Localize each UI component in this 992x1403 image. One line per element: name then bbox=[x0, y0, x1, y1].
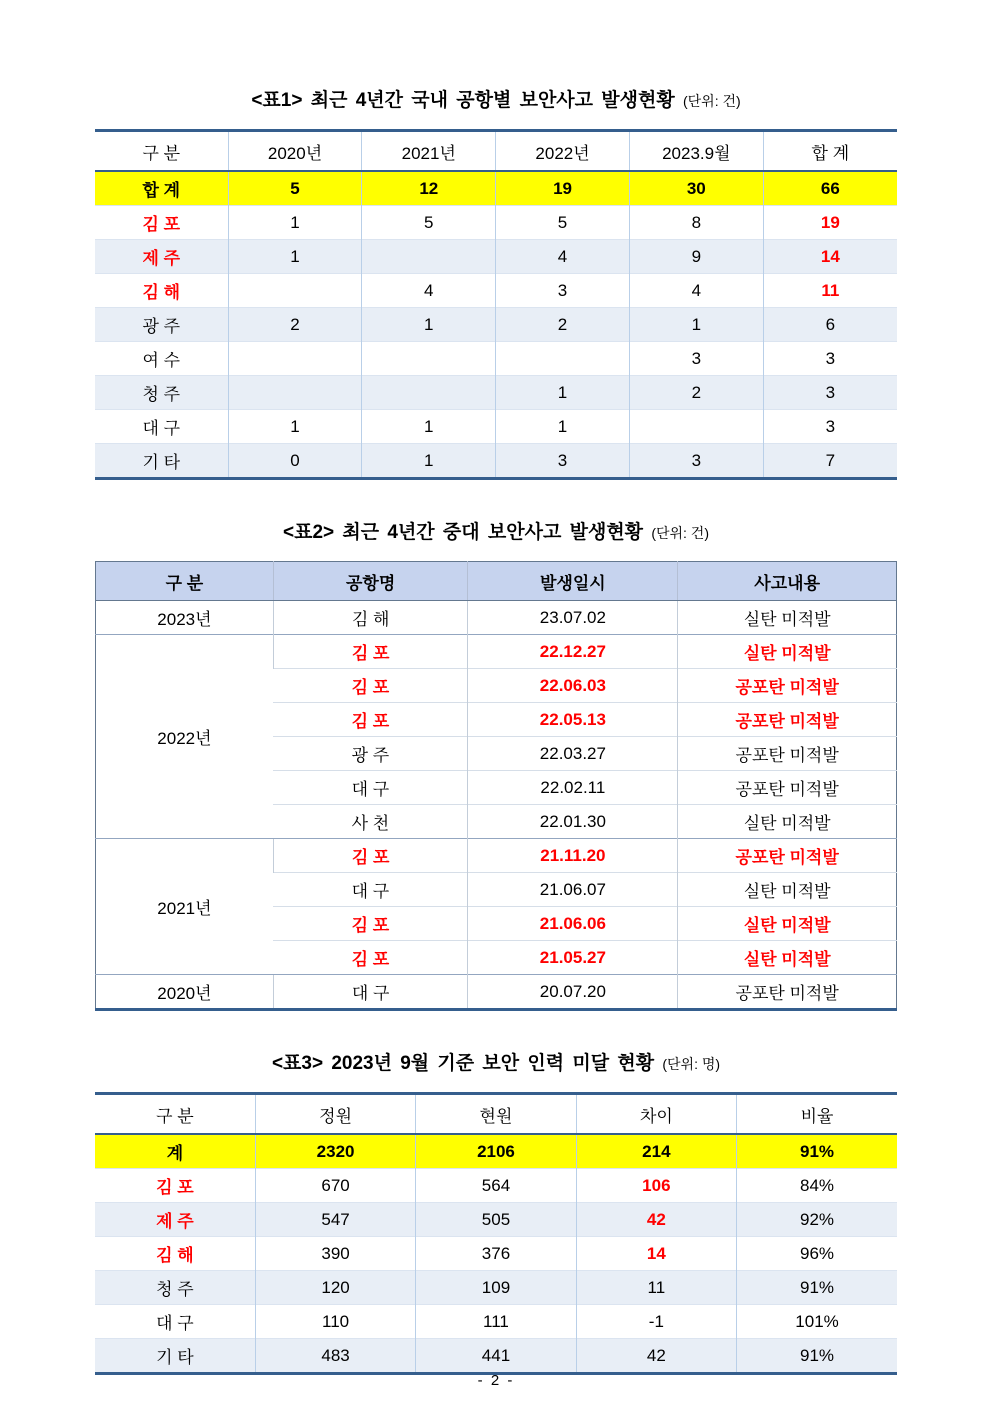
table2-title-text: <표2> 최근 4년간 중대 보안사고 발생현황 bbox=[283, 522, 644, 543]
description-cell: 실탄 미적발 bbox=[678, 601, 897, 635]
column-header: 구 분 bbox=[95, 131, 228, 172]
row-label-cell: 계 bbox=[166, 1144, 184, 1163]
table1-section bbox=[95, 0, 897, 480]
table2-title bbox=[95, 480, 897, 546]
value-cell: 66 bbox=[763, 171, 897, 206]
row-label-cell: 제 주 bbox=[95, 240, 228, 274]
table-row bbox=[95, 1271, 897, 1305]
value-cell bbox=[362, 342, 496, 376]
value-cell bbox=[228, 376, 362, 410]
value-cell: 1 bbox=[362, 444, 496, 479]
row-label-cell: 청 주 bbox=[95, 376, 228, 410]
table-row bbox=[95, 1339, 897, 1374]
row-label-cell: 김 해 bbox=[95, 1237, 255, 1271]
date-cell: 22.06.03 bbox=[468, 669, 678, 703]
date-cell: 21.11.20 bbox=[468, 839, 678, 873]
description-cell: 공포탄 미적발 bbox=[678, 839, 897, 873]
column-header: 2021년 bbox=[362, 131, 496, 172]
table3-title-text: <표3> 2023년 9월 기준 보안 인력 미달 현황 bbox=[271, 1053, 655, 1074]
value-cell: 106 bbox=[576, 1169, 736, 1203]
value-cell: 92% bbox=[737, 1203, 897, 1237]
table2-major-incidents bbox=[95, 561, 897, 1011]
date-cell: 21.06.07 bbox=[468, 873, 678, 907]
header-row bbox=[95, 131, 897, 172]
value-cell: 5 bbox=[496, 206, 630, 240]
value-cell: 30 bbox=[629, 171, 763, 206]
value-cell: 42 bbox=[576, 1203, 736, 1237]
table-row bbox=[95, 1203, 897, 1237]
date-cell: 22.02.11 bbox=[468, 771, 678, 805]
row-label-cell: 대 구 bbox=[95, 1305, 255, 1339]
date-cell: 22.03.27 bbox=[468, 737, 678, 771]
table-row bbox=[95, 342, 897, 376]
value-cell: 1 bbox=[496, 410, 630, 444]
value-cell: 96% bbox=[737, 1237, 897, 1271]
year-cell: 2022년 bbox=[96, 635, 274, 839]
value-cell bbox=[362, 240, 496, 274]
value-cell: 214 bbox=[576, 1134, 736, 1169]
date-cell: 22.05.13 bbox=[468, 703, 678, 737]
table3-staffing-shortage bbox=[95, 1092, 897, 1375]
value-cell: 91% bbox=[737, 1134, 897, 1169]
table-row bbox=[95, 1305, 897, 1339]
value-cell: 4 bbox=[496, 240, 630, 274]
date-cell: 22.12.27 bbox=[468, 635, 678, 669]
value-cell: 84% bbox=[737, 1169, 897, 1203]
value-cell bbox=[629, 410, 763, 444]
row-label-cell: 김 포 bbox=[95, 1169, 255, 1203]
value-cell: 4 bbox=[362, 274, 496, 308]
value-cell: 12 bbox=[362, 171, 496, 206]
value-cell: 109 bbox=[416, 1271, 576, 1305]
table-row bbox=[96, 601, 897, 635]
row-label-cell: 제 주 bbox=[95, 1203, 255, 1237]
row-label-cell: 광 주 bbox=[95, 308, 228, 342]
value-cell: 19 bbox=[496, 171, 630, 206]
airport-cell: 김 포 bbox=[273, 941, 468, 975]
header-row bbox=[96, 562, 897, 601]
value-cell: 91% bbox=[737, 1271, 897, 1305]
airport-cell: 대 구 bbox=[273, 975, 468, 1010]
value-cell: 7 bbox=[763, 444, 897, 479]
description-cell: 실탄 미적발 bbox=[678, 873, 897, 907]
value-cell: 110 bbox=[255, 1305, 415, 1339]
value-cell: 3 bbox=[763, 342, 897, 376]
value-cell: 564 bbox=[416, 1169, 576, 1203]
table-row bbox=[95, 1169, 897, 1203]
year-cell: 2023년 bbox=[96, 601, 274, 635]
table-row bbox=[96, 975, 897, 1010]
year-cell: 2020년 bbox=[96, 975, 274, 1010]
value-cell: 547 bbox=[255, 1203, 415, 1237]
airport-cell: 김 포 bbox=[273, 635, 468, 669]
year-cell: 2021년 bbox=[96, 839, 274, 975]
value-cell: 3 bbox=[496, 444, 630, 479]
column-header: 비율 bbox=[737, 1094, 897, 1135]
row-label-cell: 기 타 bbox=[95, 1339, 255, 1374]
column-header: 사고내용 bbox=[678, 562, 897, 601]
value-cell: 3 bbox=[763, 410, 897, 444]
airport-cell: 김 포 bbox=[273, 839, 468, 873]
date-cell: 23.07.02 bbox=[468, 601, 678, 635]
column-header: 발생일시 bbox=[468, 562, 678, 601]
airport-cell: 김 해 bbox=[273, 601, 468, 635]
date-cell: 22.01.30 bbox=[468, 805, 678, 839]
table-row bbox=[95, 1237, 897, 1271]
value-cell: 11 bbox=[576, 1271, 736, 1305]
table3-header bbox=[95, 1094, 897, 1135]
value-cell: 5 bbox=[228, 171, 362, 206]
table-row bbox=[96, 635, 897, 669]
value-cell: 91% bbox=[737, 1339, 897, 1374]
table-row bbox=[95, 1134, 897, 1169]
value-cell: 42 bbox=[576, 1339, 736, 1374]
value-cell bbox=[228, 342, 362, 376]
column-header: 정원 bbox=[255, 1094, 415, 1135]
value-cell: 1 bbox=[228, 240, 362, 274]
table1-airport-incidents bbox=[95, 129, 897, 480]
row-label-cell: 대 구 bbox=[95, 410, 228, 444]
column-header: 2020년 bbox=[228, 131, 362, 172]
page-content bbox=[95, 0, 897, 1375]
airport-cell: 김 포 bbox=[273, 907, 468, 941]
page-number: - 2 - bbox=[477, 1372, 515, 1389]
table1-header bbox=[95, 131, 897, 172]
table1-unit-label: (단위: 건) bbox=[682, 93, 741, 109]
value-cell: 111 bbox=[416, 1305, 576, 1339]
value-cell: 19 bbox=[763, 206, 897, 240]
table2-section bbox=[95, 480, 897, 1011]
value-cell: 1 bbox=[362, 410, 496, 444]
value-cell: 2 bbox=[228, 308, 362, 342]
table2-header bbox=[96, 562, 897, 601]
column-header: 2023.9월 bbox=[629, 131, 763, 172]
description-cell: 공포탄 미적발 bbox=[678, 771, 897, 805]
description-cell: 실탄 미적발 bbox=[678, 805, 897, 839]
table3-section bbox=[95, 1011, 897, 1375]
value-cell: 2106 bbox=[416, 1134, 576, 1169]
table-row bbox=[95, 206, 897, 240]
value-cell: 101% bbox=[737, 1305, 897, 1339]
value-cell: 1 bbox=[629, 308, 763, 342]
value-cell: 1 bbox=[496, 376, 630, 410]
table-row bbox=[95, 308, 897, 342]
airport-cell: 대 구 bbox=[273, 771, 468, 805]
description-cell: 실탄 미적발 bbox=[678, 907, 897, 941]
table-row bbox=[95, 240, 897, 274]
value-cell: 670 bbox=[255, 1169, 415, 1203]
column-header: 현원 bbox=[416, 1094, 576, 1135]
value-cell: 14 bbox=[576, 1237, 736, 1271]
column-header: 공항명 bbox=[273, 562, 468, 601]
value-cell: 441 bbox=[416, 1339, 576, 1374]
value-cell: 14 bbox=[763, 240, 897, 274]
value-cell bbox=[362, 376, 496, 410]
value-cell: 2320 bbox=[255, 1134, 415, 1169]
column-header: 구 분 bbox=[95, 1094, 255, 1135]
date-cell: 21.06.06 bbox=[468, 907, 678, 941]
value-cell: 8 bbox=[629, 206, 763, 240]
table2-unit-label: (단위: 건) bbox=[651, 525, 709, 541]
value-cell: 505 bbox=[416, 1203, 576, 1237]
date-cell: 21.05.27 bbox=[468, 941, 678, 975]
value-cell: 3 bbox=[496, 274, 630, 308]
table2-body bbox=[96, 601, 897, 1010]
description-cell: 실탄 미적발 bbox=[678, 941, 897, 975]
table-row bbox=[95, 444, 897, 479]
date-cell: 20.07.20 bbox=[468, 975, 678, 1010]
table3-body bbox=[95, 1134, 897, 1374]
table-row bbox=[95, 274, 897, 308]
value-cell bbox=[496, 342, 630, 376]
column-header: 합 계 bbox=[763, 131, 897, 172]
table-row bbox=[95, 171, 897, 206]
table1-body bbox=[95, 171, 897, 479]
airport-cell: 김 포 bbox=[273, 703, 468, 737]
column-header: 2022년 bbox=[496, 131, 630, 172]
description-cell: 실탄 미적발 bbox=[678, 635, 897, 669]
airport-cell: 김 포 bbox=[273, 669, 468, 703]
value-cell: 2 bbox=[629, 376, 763, 410]
value-cell: -1 bbox=[576, 1305, 736, 1339]
value-cell: 483 bbox=[255, 1339, 415, 1374]
value-cell: 1 bbox=[228, 410, 362, 444]
value-cell: 1 bbox=[228, 206, 362, 240]
column-header: 구 분 bbox=[96, 562, 274, 601]
header-row bbox=[95, 1094, 897, 1135]
table1-title bbox=[95, 0, 897, 114]
value-cell: 9 bbox=[629, 240, 763, 274]
table-row bbox=[95, 376, 897, 410]
value-cell: 5 bbox=[362, 206, 496, 240]
table3-title bbox=[95, 1011, 897, 1077]
row-label-cell: 김 포 bbox=[95, 206, 228, 240]
row-label-cell: 김 해 bbox=[95, 274, 228, 308]
row-label-cell: 합 계 bbox=[142, 181, 181, 200]
description-cell: 공포탄 미적발 bbox=[678, 703, 897, 737]
value-cell: 3 bbox=[629, 342, 763, 376]
value-cell: 376 bbox=[416, 1237, 576, 1271]
description-cell: 공포탄 미적발 bbox=[678, 737, 897, 771]
table-row bbox=[96, 839, 897, 873]
value-cell: 6 bbox=[763, 308, 897, 342]
column-header: 차이 bbox=[576, 1094, 736, 1135]
value-cell: 1 bbox=[362, 308, 496, 342]
value-cell: 120 bbox=[255, 1271, 415, 1305]
row-label-cell: 청 주 bbox=[95, 1271, 255, 1305]
row-label-cell: 여 수 bbox=[95, 342, 228, 376]
table1-title-text: <표1> 최근 4년간 국내 공항별 보안사고 발생현황 bbox=[251, 90, 675, 111]
airport-cell: 광 주 bbox=[273, 737, 468, 771]
value-cell: 0 bbox=[228, 444, 362, 479]
value-cell: 4 bbox=[629, 274, 763, 308]
value-cell: 2 bbox=[496, 308, 630, 342]
value-cell: 390 bbox=[255, 1237, 415, 1271]
value-cell: 3 bbox=[763, 376, 897, 410]
description-cell: 공포탄 미적발 bbox=[678, 669, 897, 703]
description-cell: 공포탄 미적발 bbox=[678, 975, 897, 1010]
value-cell: 3 bbox=[629, 444, 763, 479]
row-label-cell: 기 타 bbox=[95, 444, 228, 479]
table3-unit-label: (단위: 명) bbox=[662, 1056, 721, 1072]
value-cell bbox=[228, 274, 362, 308]
value-cell: 11 bbox=[763, 274, 897, 308]
airport-cell: 사 천 bbox=[273, 805, 468, 839]
table-row bbox=[95, 410, 897, 444]
airport-cell: 대 구 bbox=[273, 873, 468, 907]
